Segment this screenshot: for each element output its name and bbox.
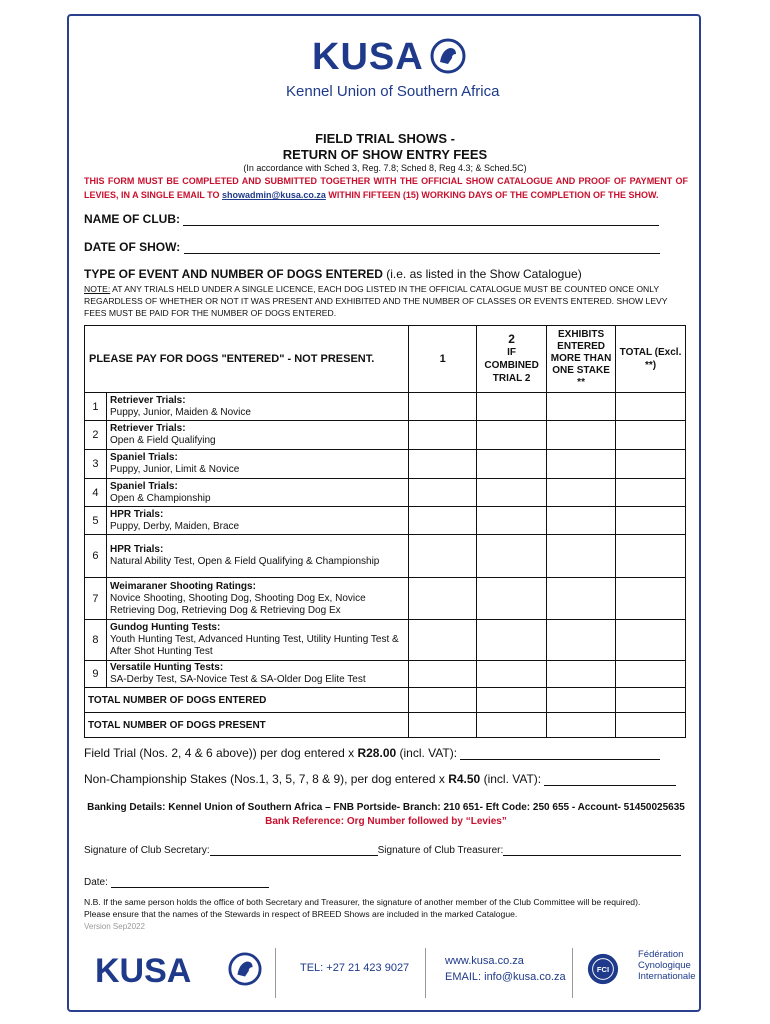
total-entered-label: TOTAL NUMBER OF DOGS ENTERED: [85, 688, 409, 713]
event-title: Spaniel Trials:: [109, 452, 178, 463]
signature-line: [84, 845, 681, 856]
event-description: Open & Championship: [109, 492, 211, 504]
entry-count-cell[interactable]: [547, 535, 616, 578]
dog-emblem-icon: [430, 38, 466, 74]
event-title: Retriever Trials:: [109, 394, 186, 406]
treasurer-signature-input[interactable]: [503, 855, 681, 856]
total-entered-cell[interactable]: [616, 688, 686, 713]
field-trial-fee-line: [84, 746, 660, 760]
fci-line2: Cynologique: [638, 960, 691, 971]
table-row: [85, 535, 686, 578]
fci-name: [638, 949, 696, 982]
date-input[interactable]: [111, 887, 269, 888]
footer-divider: [572, 948, 573, 998]
total-entered-row: [85, 688, 686, 713]
entry-count-cell[interactable]: [409, 479, 477, 507]
nb-note: [84, 896, 688, 920]
fee1-input[interactable]: [460, 759, 660, 760]
entry-count-cell[interactable]: [477, 507, 547, 535]
total-present-cell[interactable]: [616, 713, 686, 738]
entry-count-cell[interactable]: [477, 393, 547, 421]
total-present-cell[interactable]: [547, 713, 616, 738]
total-present-cell[interactable]: [409, 713, 477, 738]
footer-kusa-logo: KUSA: [95, 952, 192, 990]
fci-logo-text: FCI: [596, 964, 610, 974]
row-number: 5: [85, 507, 107, 535]
fci-line1: Fédération: [638, 949, 684, 960]
event-title: HPR Trials:: [109, 508, 164, 520]
entry-count-cell[interactable]: [616, 578, 686, 620]
entry-count-cell[interactable]: [409, 661, 477, 688]
event-cell: [106, 393, 408, 421]
row-number: 7: [85, 578, 107, 620]
showadmin-email-link[interactable]: showadmin@kusa.co.za: [222, 190, 326, 200]
treasurer-signature-label: Signature of Club Treasurer:: [377, 845, 504, 856]
entry-count-cell[interactable]: [477, 479, 547, 507]
entry-count-cell[interactable]: [409, 578, 477, 620]
fee2-text: Non-Championship Stakes (Nos.1, 3, 5, 7, 8 & 9), per dog entered x: [84, 772, 449, 786]
show-date-input[interactable]: [184, 253, 660, 254]
version-label: Version Sep2022: [84, 922, 145, 931]
fci-line3: Internationale: [638, 971, 696, 982]
table-row: [85, 450, 686, 479]
table-row: [85, 507, 686, 535]
entry-count-cell[interactable]: [477, 578, 547, 620]
nb-line2: Please ensure that the names of the Stewards in respect of BREED Shows are included in the marked Catalogue.: [84, 909, 518, 919]
header-col-3: EXHIBITS ENTERED MORE THAN ONE STAKE **: [547, 326, 616, 393]
header-col-2: [477, 326, 547, 393]
row-number: 1: [85, 393, 107, 421]
total-present-row: [85, 713, 686, 738]
footer-dog-emblem-icon: [228, 952, 262, 986]
entry-count-cell[interactable]: [547, 479, 616, 507]
stakes-fee-line: [84, 772, 676, 786]
total-present-label: TOTAL NUMBER OF DOGS PRESENT: [85, 713, 409, 738]
table-row: [85, 393, 686, 421]
event-title: Versatile Hunting Tests:: [109, 662, 224, 673]
entry-count-cell[interactable]: [477, 620, 547, 661]
event-cell: [106, 620, 408, 661]
event-description: Puppy, Derby, Maiden, Brace: [109, 520, 240, 532]
footer-website-link[interactable]: www.kusa.co.za: [445, 955, 524, 967]
header-col-2-text: IF COMBINED TRIAL 2: [484, 347, 539, 384]
table-row: [85, 661, 686, 688]
table-row: [85, 421, 686, 450]
total-present-cell[interactable]: [477, 713, 547, 738]
footer-divider: [275, 948, 276, 998]
event-title: Spaniel Trials:: [109, 480, 178, 492]
banking-details: Banking Details: Kennel Union of Southern Africa – FNB Portside- Branch: 210 651- Eft Code: 250 655 - Account- 51450025635: [87, 802, 685, 813]
notice-text-part1: THIS FORM MUST BE COMPLETED AND SUBMITTED TOGETHER WITH THE OFFICIAL SHOW CATALOGUE AND PROOF OF PAYMENT OF LEVIES, IN A SINGLE EMAIL TO: [84, 176, 688, 200]
form-title-line2: RETURN OF SHOW ENTRY FEES: [282, 147, 488, 162]
club-name-field: [84, 212, 659, 226]
event-cell: [106, 578, 408, 620]
footer-email-link[interactable]: EMAIL: info@kusa.co.za: [445, 971, 566, 983]
event-description: SA-Derby Test, SA-Novice Test & SA-Older Dog Elite Test: [109, 674, 366, 685]
org-name: Kennel Union of Southern Africa: [286, 83, 500, 100]
show-date-field: [84, 240, 660, 254]
fci-logo: [586, 952, 620, 986]
fee2-post: (incl. VAT):: [480, 772, 542, 786]
kusa-logo: KUSA: [312, 36, 424, 78]
table-row: [85, 578, 686, 620]
fee2-input[interactable]: [544, 785, 676, 786]
event-description: Novice Shooting, Shooting Dog, Shooting Dog Ex, Novice Retrieving Dog, Retrieving Dog & Retrieving Dog Ex: [109, 592, 366, 616]
footer-telephone: TEL: +27 21 423 9027: [300, 962, 410, 974]
submission-notice: [84, 174, 688, 202]
entry-count-cell[interactable]: [547, 620, 616, 661]
event-cell: [106, 535, 408, 578]
entry-count-cell[interactable]: [547, 578, 616, 620]
header-col-1: 1: [409, 326, 477, 393]
event-cell: [106, 421, 408, 450]
form-title-line1: FIELD TRIAL SHOWS -: [315, 131, 455, 146]
header-col-4: TOTAL (Excl. **): [616, 326, 686, 393]
table-row: [85, 479, 686, 507]
row-number: 4: [85, 479, 107, 507]
entry-count-cell[interactable]: [547, 421, 616, 450]
event-cell: [106, 507, 408, 535]
entry-count-cell[interactable]: [616, 620, 686, 661]
event-description: Natural Ability Test, Open & Field Qualifying & Championship: [109, 556, 380, 567]
event-title: HPR Trials:: [109, 544, 164, 555]
levy-note: [84, 283, 688, 319]
note-label: NOTE:: [84, 284, 111, 294]
total-entered-cell[interactable]: [477, 688, 547, 713]
note-text: AT ANY TRIALS HELD UNDER A SINGLE LICENCE, EACH DOG LISTED IN THE OFFICIAL CATALOGUE MUST BE COUNTED ONCE ONLY REGARDLESS OF WHETHER OR NOT IT WAS PRESENT AND EXHIBITED AND THE NUMBER OF CLASSES OR EVENTS ENTERED. SHOW LEVY FEES MUST BE PAID FOR THE NUMBER OF DOGS ENTERED.: [84, 284, 668, 318]
club-name-input[interactable]: [183, 225, 659, 226]
entry-count-cell[interactable]: [477, 421, 547, 450]
event-cell: [106, 661, 408, 688]
event-cell: [106, 450, 408, 479]
entry-count-cell[interactable]: [547, 507, 616, 535]
entries-table: [84, 325, 686, 738]
entry-count-cell[interactable]: [616, 661, 686, 688]
entry-count-cell[interactable]: [616, 421, 686, 450]
entry-count-cell[interactable]: [409, 450, 477, 479]
event-type-heading-normal: (i.e. as listed in the Show Catalogue): [382, 267, 582, 281]
table-row: [85, 620, 686, 661]
entry-count-cell[interactable]: [409, 421, 477, 450]
event-description: Puppy, Junior, Limit & Novice: [109, 464, 240, 475]
event-title: Weimaraner Shooting Ratings:: [109, 580, 256, 592]
row-number: 3: [85, 450, 107, 479]
show-date-label: DATE OF SHOW:: [84, 240, 181, 254]
entry-count-cell[interactable]: [477, 661, 547, 688]
fee1-text: Field Trial (Nos. 2, 4 & 6 above)) per dog entered x: [84, 746, 358, 760]
table-header-row: [85, 326, 686, 393]
secretary-signature-input[interactable]: [210, 855, 378, 856]
notice-text-part2: WITHIN FIFTEEN (15) WORKING DAYS OF THE COMPLETION OF THE SHOW.: [325, 190, 659, 200]
row-number: 6: [85, 535, 107, 578]
event-cell: [106, 479, 408, 507]
row-number: 8: [85, 620, 107, 661]
entry-count-cell[interactable]: [616, 535, 686, 578]
footer-contact: [445, 953, 566, 985]
event-title: Gundog Hunting Tests:: [109, 622, 221, 633]
fee2-amount: R4.50: [448, 772, 481, 786]
entry-count-cell[interactable]: [547, 450, 616, 479]
entry-count-cell[interactable]: [409, 535, 477, 578]
event-type-heading-bold: TYPE OF EVENT AND NUMBER OF DOGS ENTERED: [84, 267, 383, 281]
row-number: 2: [85, 421, 107, 450]
entry-count-cell[interactable]: [477, 535, 547, 578]
event-description: Puppy, Junior, Maiden & Novice: [109, 406, 251, 418]
event-description: Open & Field Qualifying: [109, 435, 216, 446]
fee1-post: (incl. VAT):: [396, 746, 458, 760]
date-label: Date:: [84, 877, 108, 888]
entry-count-cell[interactable]: [547, 661, 616, 688]
event-title: Retriever Trials:: [109, 423, 186, 434]
row-number: 9: [85, 661, 107, 688]
club-name-label: NAME OF CLUB:: [84, 212, 180, 226]
event-type-heading: [84, 267, 582, 281]
header-col-2-number: 2: [508, 332, 515, 346]
date-line: [84, 877, 269, 888]
total-entered-cell[interactable]: [409, 688, 477, 713]
entry-count-cell[interactable]: [409, 393, 477, 421]
entry-count-cell[interactable]: [616, 507, 686, 535]
footer-divider: [425, 948, 426, 998]
entry-count-cell[interactable]: [547, 393, 616, 421]
entry-count-cell[interactable]: [616, 393, 686, 421]
entry-count-cell[interactable]: [477, 450, 547, 479]
secretary-signature-label: Signature of Club Secretary:: [84, 845, 210, 856]
nb-line1: N.B. If the same person holds the office of both Secretary and Treasurer, the signature of another member of the Club Committee will be required).: [84, 897, 641, 907]
entry-count-cell[interactable]: [409, 507, 477, 535]
entry-count-cell[interactable]: [409, 620, 477, 661]
fee1-amount: R28.00: [357, 746, 397, 760]
event-description: Youth Hunting Test, Advanced Hunting Test, Utility Hunting Test & After Shot Hunting Test: [109, 634, 399, 657]
form-subtitle: (In accordance with Sched 3, Reg. 7.8; Sched 8, Reg 4.3; & Sched.5C): [243, 163, 527, 173]
bank-reference: Bank Reference: Org Number followed by “Levies”: [265, 816, 507, 827]
header-pay-entered: PLEASE PAY FOR DOGS "ENTERED" - NOT PRESENT.: [85, 326, 409, 393]
entry-count-cell[interactable]: [616, 450, 686, 479]
entry-count-cell[interactable]: [616, 479, 686, 507]
total-entered-cell[interactable]: [547, 688, 616, 713]
